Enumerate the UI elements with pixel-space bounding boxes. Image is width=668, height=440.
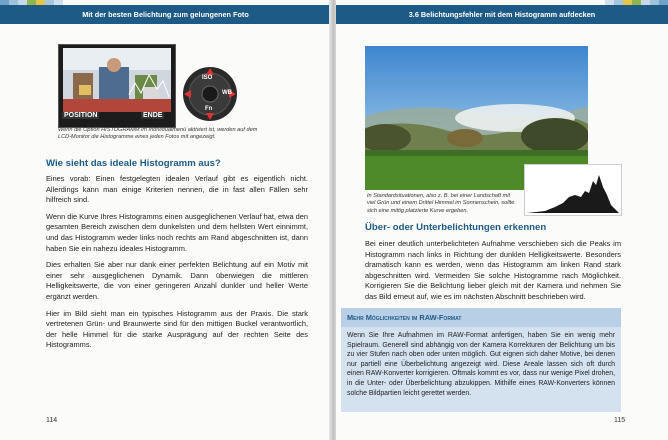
heading-over-under-exposure: Über- oder Unterbelichtungen erkennen bbox=[365, 222, 547, 233]
paragraph: Bei einer deutlich unterbelichteten Aufnahme verschieben sich die Peaks im Histogramm nach links in Richtung der dunklen Helligkeitswerte. Besonders dramatisch kann es werden, wenn das Histogramm am linken Rand stark abgeschnitten wird. Vermeiden Sie solche Histogramme nach Möglichkeit. Korrigieren Sie die Belichtung lieber gleich mit der Kamera und nehmen Sie das Bild erneut auf, wie es im nächsten Abschnitt beschrieben wird. bbox=[365, 239, 621, 301]
paragraph: Wenn die Kurve Ihres Histogramms einen ausgeglichenen Verlauf hat, etwa den gesamten Bereich zwischen dem dunkelsten und dem hellsten Wert einnimmt, und das Histogramm weder links noch rechts am Rand abgeschnitten ist, dann haben Sie ein nahezu ideales Histogramm. bbox=[46, 211, 308, 253]
running-header-left: Mit der besten Belichtung zum gelungenen Foto bbox=[0, 5, 331, 24]
histogram-image bbox=[524, 164, 622, 216]
caption-left: Wenn die Option HISTOGRAMM im Individualmenü aktiviert ist, werden auf dem LCD-Monitor die Histogramme eines jeden Fotos mit angezeigt. bbox=[58, 127, 258, 141]
lcd-position-label: POSITION bbox=[64, 112, 98, 119]
body-text-left bbox=[46, 174, 308, 357]
body-text-right bbox=[365, 239, 621, 309]
left-page bbox=[0, 0, 331, 440]
running-header-right: 3.6 Belichtungsfehler mit dem Histogramm aufdecken bbox=[336, 5, 668, 24]
dial-fn-label: Fn bbox=[205, 106, 213, 112]
raw-info-box bbox=[341, 308, 621, 412]
control-dial bbox=[182, 66, 238, 122]
dial-wb-label: WB bbox=[222, 90, 232, 96]
dial-iso-label: ISO bbox=[202, 75, 213, 81]
raw-info-box-title: Mehr Möglichkeiten im RAW-Format bbox=[341, 308, 621, 327]
heading-ideal-histogram: Wie sieht das ideale Histogramm aus? bbox=[46, 158, 221, 169]
page-number-left: 114 bbox=[46, 417, 58, 424]
paragraph: Hier im Bild sieht man ein typisches Histogramm aus der Praxis. Die stark vertretenen Grün- und Braunwerte sind für den mittigen Buckel verantwortlich, der helle Himmel für die starke Ausprägung auf der rechten Seite des Histogramms. bbox=[46, 308, 308, 350]
lcd-ende-label: ENDE bbox=[143, 112, 163, 119]
paragraph: Dies erhalten Sie aber nur dank einer perfekten Belichtung auf ein Motiv mit einer sehr ausgeglichenen Dynamik. Dann überwiegen die mittleren Helligkeitswerte, die von einer geringeren Anzahl dunkler und heller Werte ergänzt werden. bbox=[46, 260, 308, 301]
caption-right: In Standardsituationen, also z. B. bei einer Landschaft mit viel Grün und einem Drittel Himmel im Sonnenschein, sollte sich eine mittig platzierte Kurve ergeben. bbox=[367, 193, 515, 214]
raw-info-box-text: Wenn Sie Ihre Aufnahmen im RAW-Format anfertigen, haben Sie ein wenig mehr Spielraum. Generell sind abhängig von der Kamera Korrekturen der Belichtung um bis zu vier Stufen nach oben oder unten möglich. Gut eignen sich daher Motive, bei denen nur partiell eine Überbelichtung angezeigt wird. Diese Areale lassen sich oft durch einen RAW-Konverter korrigieren. Oftmals kommt es vor, dass nur wenige Pixel drohen, in die Unter- oder Überbelichtung abzukippen. Mithilfe eines RAW-Konverters können solche Bildpartien leicht gerettet werden. bbox=[347, 332, 615, 397]
paragraph: Eines vorab: Einen festgelegten idealen Verlauf gibt es eigentlich nicht. Allerdings kann man einige Kriterien nennen, die in fast allen Fällen sehr hilfreich sind. bbox=[46, 174, 308, 205]
page-number-right: 115 bbox=[614, 417, 626, 424]
camera-lcd-photo bbox=[58, 44, 176, 128]
